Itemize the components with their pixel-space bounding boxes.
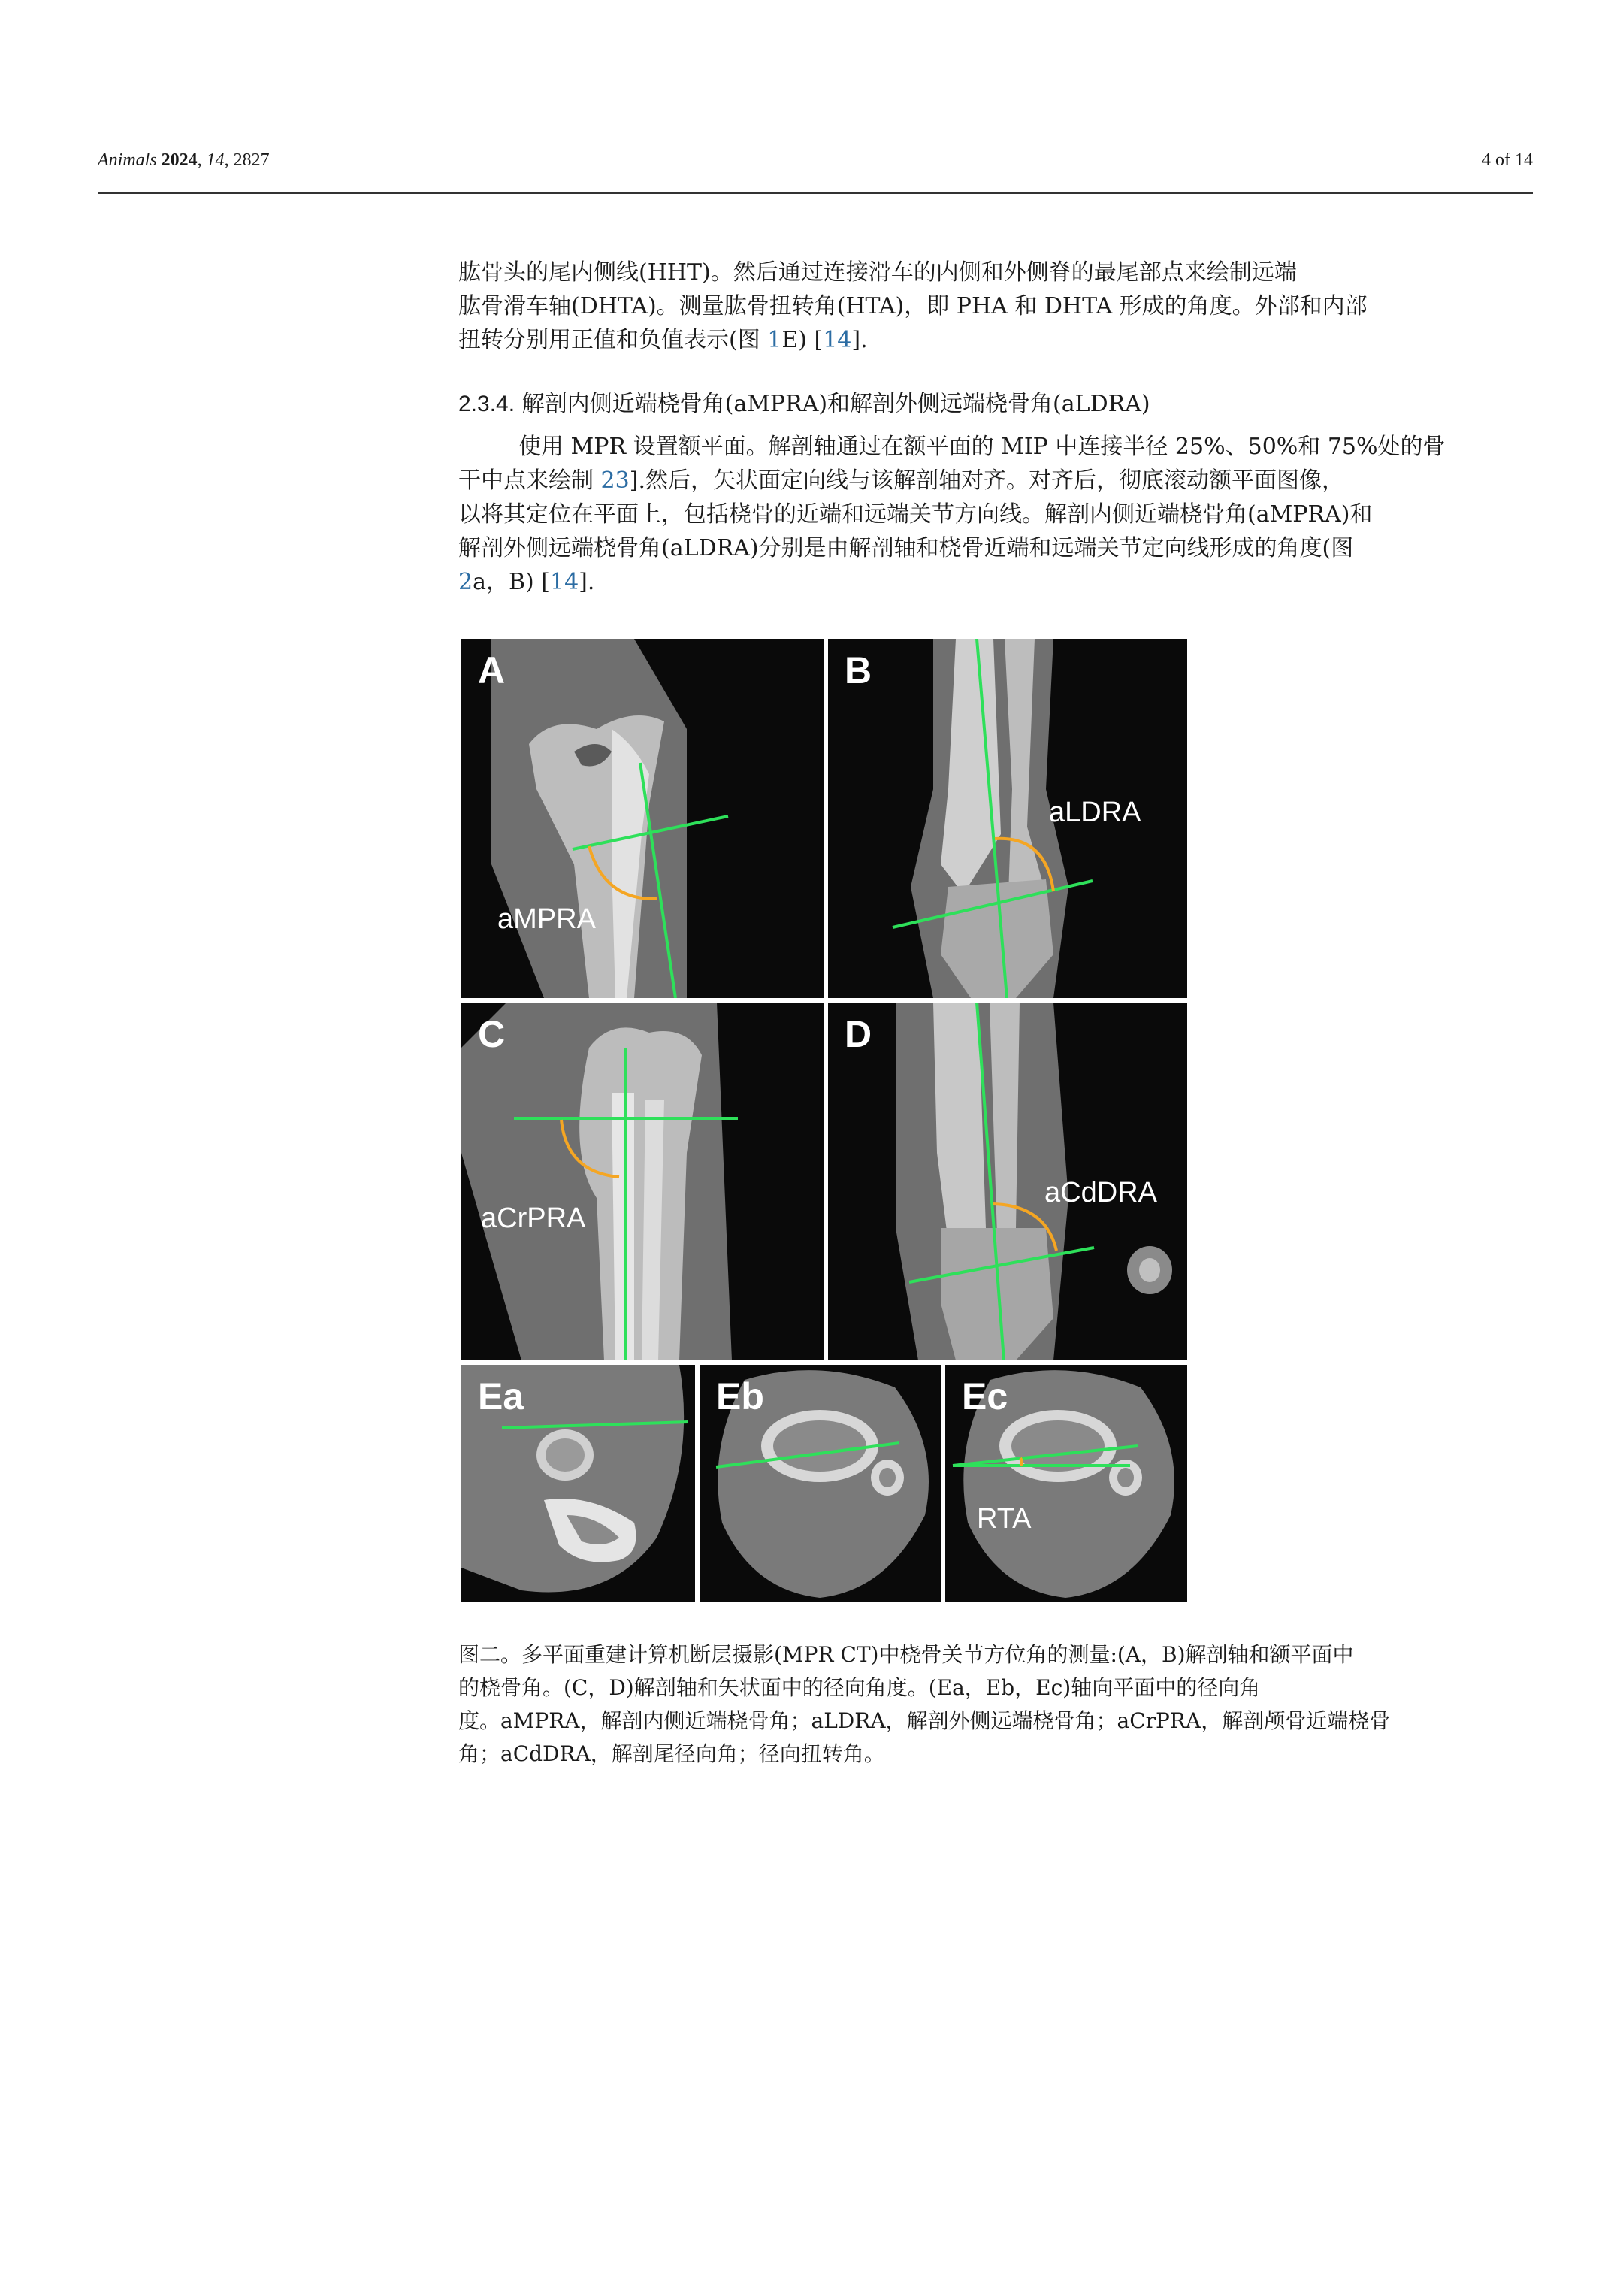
p2-line5: 2a，B) [14]. — [458, 569, 595, 595]
p1-line3: 扭转分别用正值和负值表示(图 1E) [14]. — [458, 327, 868, 353]
figure-2-link[interactable]: 2 — [458, 569, 473, 595]
ref-14-link[interactable]: 14 — [823, 327, 852, 353]
p2-line4: 解剖外侧远端桡骨角(aLDRA)分别是由解剖轴和桡骨近端和远端关节定向线形成的角度(图 — [458, 535, 1354, 561]
panel-eb — [700, 1365, 941, 1602]
p2-line3: 以将其定位在平面上，包括桡骨的近端和远端关节方向线。解剖内侧近端桡骨角(aMPRA)和 — [458, 501, 1373, 528]
panel-b-label: B — [845, 649, 872, 691]
panel-a-angle-label: aMPRA — [497, 903, 596, 935]
panel-ec-label: Ec — [962, 1375, 1008, 1417]
p2-line1: 使用 MPR 设置额平面。解剖轴通过在额平面的 MIP 中连接半径 25%、50%和 75%处的骨 — [518, 434, 1446, 460]
panel-b — [828, 639, 1187, 998]
journal-citation: Animals 2024, 14, 2827 — [98, 150, 270, 170]
p1-line1: 肱骨头的尾内侧线(HHT)。然后通过连接滑车的内侧和外侧脊的最尾部点来绘制远端 — [458, 259, 1297, 286]
caption-line4: 角；aCdDRA，解剖尾径向角；径向扭转角。 — [458, 1741, 885, 1766]
journal-name: Animals — [98, 150, 157, 170]
panel-eb-label: Eb — [716, 1375, 764, 1417]
section-title: 解剖内侧近端桡骨角(aMPRA)和解剖外侧远端桡骨角(aLDRA) — [521, 391, 1150, 417]
panel-a-ct-image — [461, 639, 824, 998]
paragraph-1 — [458, 256, 1534, 357]
panel-d — [828, 1003, 1187, 1360]
panel-ea — [461, 1365, 695, 1602]
panel-c-angle-label: aCrPRA — [481, 1202, 586, 1234]
panel-ea-label: Ea — [478, 1375, 524, 1417]
page-header — [98, 150, 1533, 180]
p2-line2: 干中点来绘制 23].然后，矢状面定向线与该解剖轴对齐。对齐后，彻底滚动额平面图像， — [458, 467, 1344, 494]
caption-line3: 度。aMPRA，解剖内侧近端桡骨角；aLDRA，解剖外侧远端桡骨角；aCrPRA，解剖颅骨近端桡骨 — [458, 1708, 1391, 1733]
header-rule — [98, 192, 1533, 194]
journal-year: 2024 — [161, 150, 198, 170]
panel-b-angle-label: aLDRA — [1049, 797, 1141, 828]
panel-d-angle-label: aCdDRA — [1044, 1177, 1157, 1209]
journal-article: 2827 — [233, 150, 270, 170]
paragraph-2 — [458, 430, 1534, 599]
page-number: 4 of 14 — [1482, 150, 1533, 170]
journal-volume: 14 — [206, 150, 225, 170]
panel-a — [461, 639, 824, 998]
p1-line2: 肱骨滑车轴(DHTA)。测量肱骨扭转角(HTA)，即 PHA 和 DHTA 形成的角度。外部和内部 — [458, 293, 1368, 319]
panel-a-label: A — [478, 649, 506, 691]
caption-line1: 图二。多平面重建计算机断层摄影(MPR CT)中桡骨关节方位角的测量:(A，B)解剖轴和额平面中 — [458, 1642, 1354, 1667]
caption-line2: 的桡骨角。(C，D)解剖轴和矢状面中的径向角度。(Ea，Eb，Ec)轴向平面中的径向角 — [458, 1675, 1261, 1700]
figure-1-link[interactable]: 1 — [767, 327, 782, 353]
panel-ec-angle-label: RTA — [977, 1503, 1032, 1535]
panel-c-label: C — [478, 1013, 506, 1055]
ref-14-link[interactable]: 14 — [549, 569, 579, 595]
figure-2 — [461, 639, 1187, 1602]
panel-ec — [945, 1365, 1187, 1602]
panel-d-label: D — [845, 1013, 872, 1055]
ref-23-link[interactable]: 23 — [600, 467, 630, 494]
panel-c-ct-image — [461, 1003, 824, 1360]
section-number: 2.3.4. — [458, 392, 515, 416]
panel-c — [461, 1003, 824, 1360]
figure-caption — [458, 1638, 1534, 1771]
section-heading — [458, 387, 1534, 421]
